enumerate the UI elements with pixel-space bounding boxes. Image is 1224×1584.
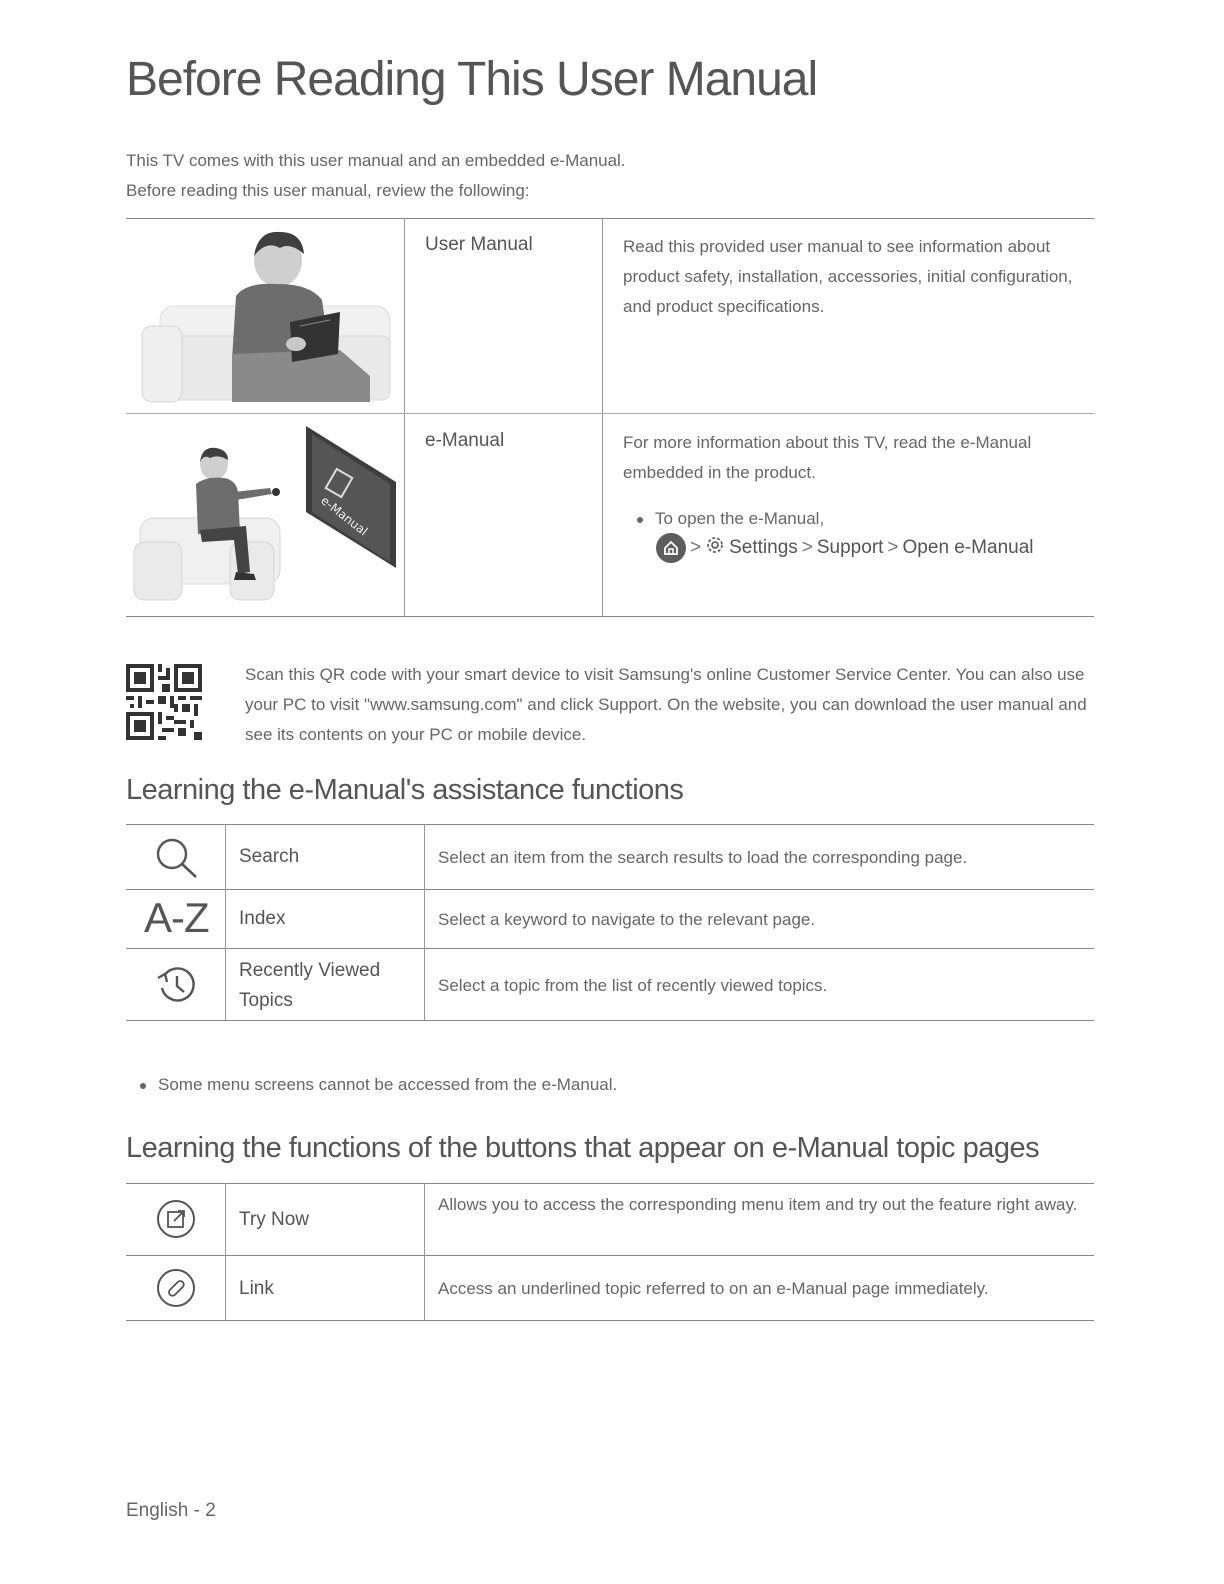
page-number: English - 2: [126, 1500, 216, 1521]
buttons-section-title: Learning the functions of the buttons that appear on e-Manual topic pages: [126, 1132, 1040, 1164]
e-manual-description: For more information about this TV, read the e-Manual embedded in the product.: [623, 433, 1032, 482]
table-rule: [126, 1255, 1094, 1256]
table-divider: [424, 1183, 425, 1320]
table-divider: [602, 218, 603, 616]
try-now-description: Allows you to access the corresponding menu item and try out the feature right away.: [438, 1195, 1078, 1214]
link-label: Link: [239, 1278, 274, 1299]
recently-viewed-description: Select a topic from the list of recently viewed topics.: [438, 976, 828, 995]
search-icon: [154, 836, 198, 878]
person-reading-manual-illustration: [140, 226, 394, 404]
path-separator: >: [690, 537, 702, 558]
assistance-section-title: Learning the e-Manual's assistance functions: [126, 774, 684, 806]
user-manual-label: User Manual: [425, 234, 533, 255]
path-settings: Settings: [729, 537, 798, 558]
table-rule: [126, 1020, 1094, 1021]
index-label: Index: [239, 908, 286, 929]
settings-gear-icon: [705, 535, 725, 561]
qr-code: [126, 664, 202, 745]
table-rule: [126, 824, 1094, 825]
try-now-icon: [156, 1199, 196, 1239]
history-icon: [156, 964, 198, 1006]
index-description: Select a keyword to navigate to the relevant page.: [438, 910, 816, 929]
e-manual-label: e-Manual: [425, 430, 505, 451]
table-rule: [126, 218, 1094, 219]
path-open-e-manual: Open e-Manual: [902, 537, 1034, 558]
bullet-dot: [140, 1083, 146, 1089]
path-support: Support: [816, 537, 884, 558]
table-divider: [404, 218, 405, 616]
table-divider: [225, 1183, 226, 1320]
intro-text: [126, 146, 626, 206]
home-icon: [656, 533, 686, 563]
person-watching-tv-illustration: [130, 422, 400, 608]
intro-line-2: Before reading this user manual, review the following:: [126, 181, 530, 200]
search-label: Search: [239, 846, 300, 867]
qr-description: Scan this QR code with your smart device to visit Samsung's online Customer Service Center. You can also use your PC to visit "www.samsung.com" and click Support. On the website, you can download the user manual and see its contents on your PC or mobile device.: [245, 665, 1087, 744]
assistance-note: [140, 1070, 617, 1100]
table-rule: [126, 1320, 1094, 1321]
table-divider: [225, 824, 226, 1020]
search-description: Select an item from the search results to load the corresponding page.: [438, 848, 968, 867]
path-separator: >: [887, 537, 899, 558]
bullet-dot: [637, 517, 643, 523]
assistance-note-text: Some menu screens cannot be accessed from the e-Manual.: [158, 1075, 618, 1094]
tv-screen-label: e-Manual: [318, 493, 371, 539]
table-rule: [126, 948, 1094, 949]
e-manual-bullet-text: To open the e-Manual,: [655, 509, 825, 528]
table-rule: [126, 413, 1094, 414]
intro-line-1: This TV comes with this user manual and an embedded e-Manual.: [126, 151, 626, 170]
recently-viewed-label: Recently Viewed Topics: [239, 960, 381, 1011]
table-rule: [126, 1183, 1094, 1184]
page-title: Before Reading This User Manual: [126, 53, 818, 106]
try-now-label: Try Now: [239, 1209, 310, 1230]
user-manual-description: Read this provided user manual to see information about product safety, installation, accessories, initial configuration, and product specifications.: [623, 237, 1073, 316]
table-divider: [424, 824, 425, 1020]
table-rule: [126, 889, 1094, 890]
path-separator: >: [801, 537, 813, 558]
link-icon: [156, 1268, 196, 1308]
e-manual-bullet: [637, 504, 824, 534]
az-index-icon: A-Z: [144, 894, 209, 941]
e-manual-path: [656, 532, 1034, 564]
table-rule: [126, 616, 1094, 617]
link-description: Access an underlined topic referred to on an e-Manual page immediately.: [438, 1279, 989, 1298]
